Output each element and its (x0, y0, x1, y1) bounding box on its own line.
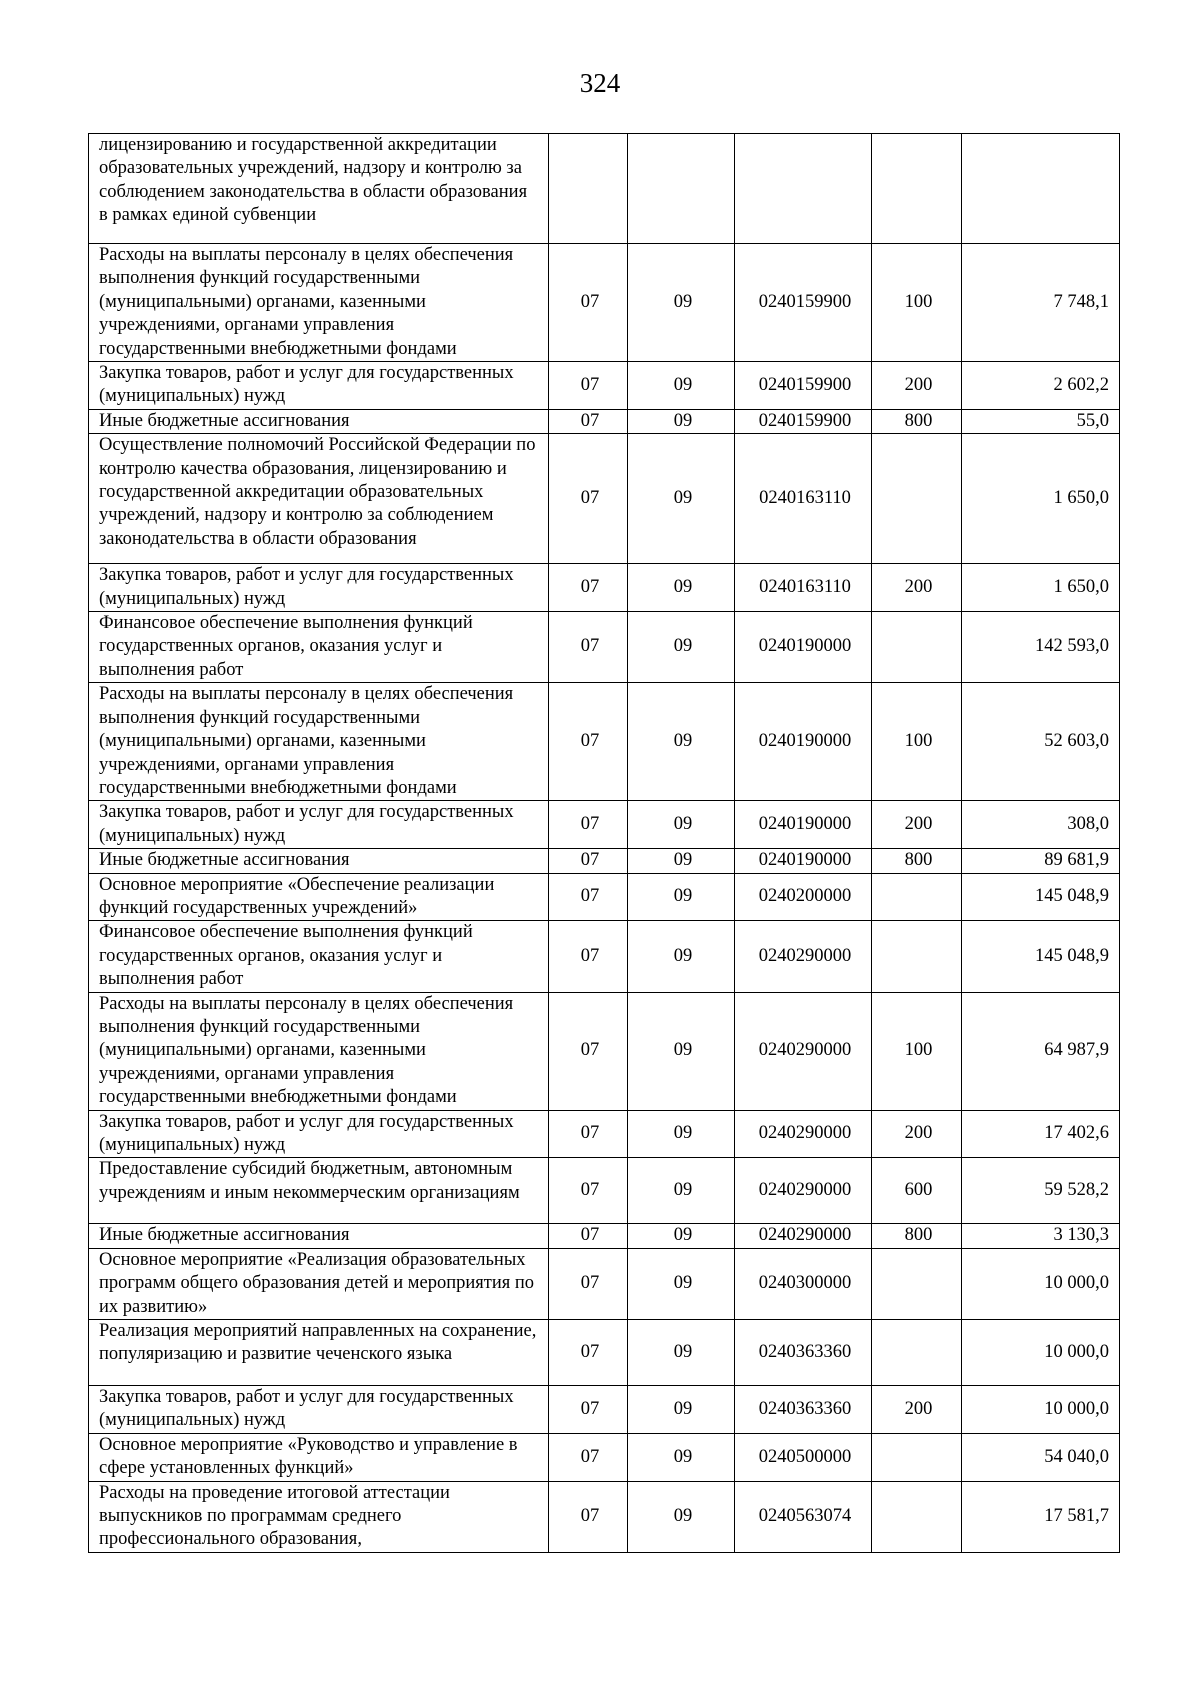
row-section: 07 (549, 564, 628, 612)
row-name: Осуществление полномочий Российской Федерации по контролю качества образования, лицензированию и государственной аккредитации образовательных учреждений, надзору и контролю за соблюдением законодательства в области образования (89, 434, 549, 564)
row-section: 07 (549, 434, 628, 564)
table-row (89, 849, 1120, 873)
row-amount: 64 987,9 (962, 992, 1120, 1110)
row-section: 07 (549, 992, 628, 1110)
row-section: 07 (549, 1110, 628, 1158)
row-section: 07 (549, 409, 628, 433)
row-name: Финансовое обеспечение выполнения функций государственных органов, оказания услуг и выполнения работ (89, 921, 549, 992)
row-expense-type (872, 1248, 962, 1319)
row-amount: 145 048,9 (962, 921, 1120, 992)
table-row (89, 1433, 1120, 1481)
table-row (89, 992, 1120, 1110)
row-expense-type: 100 (872, 683, 962, 801)
row-subsection: 09 (628, 1320, 735, 1386)
table-row (89, 683, 1120, 801)
row-name: Реализация мероприятий направленных на сохранение, популяризацию и развитие чеченского языка (89, 1320, 549, 1386)
row-name: Расходы на выплаты персоналу в целях обеспечения выполнения функций государственными (муниципальными) органами, казенными учреждениями, органами управления государственными внебюджетными фондами (89, 244, 549, 362)
table-row (89, 564, 1120, 612)
row-subsection: 09 (628, 1110, 735, 1158)
row-expense-type: 600 (872, 1158, 962, 1224)
row-subsection: 09 (628, 1224, 735, 1248)
row-section: 07 (549, 849, 628, 873)
row-target-article: 0240200000 (735, 873, 872, 921)
row-expense-type (872, 1433, 962, 1481)
row-amount: 10 000,0 (962, 1320, 1120, 1386)
row-section: 07 (549, 1320, 628, 1386)
row-subsection: 09 (628, 409, 735, 433)
row-subsection: 09 (628, 873, 735, 921)
table-row (89, 1320, 1120, 1386)
row-section (549, 134, 628, 244)
row-target-article: 0240190000 (735, 612, 872, 683)
budget-table (88, 133, 1120, 1553)
table-row (89, 1110, 1120, 1158)
row-subsection: 09 (628, 434, 735, 564)
table-row (89, 1158, 1120, 1224)
row-subsection: 09 (628, 1248, 735, 1319)
row-target-article: 0240290000 (735, 992, 872, 1110)
row-section: 07 (549, 1433, 628, 1481)
row-name: Закупка товаров, работ и услуг для государственных (муниципальных) нужд (89, 801, 549, 849)
row-expense-type: 800 (872, 1224, 962, 1248)
row-amount: 142 593,0 (962, 612, 1120, 683)
row-expense-type: 200 (872, 362, 962, 410)
row-target-article: 0240290000 (735, 1158, 872, 1224)
row-name: Расходы на выплаты персоналу в целях обеспечения выполнения функций государственными (муниципальными) органами, казенными учреждениями, органами управления государственными внебюджетными фондами (89, 683, 549, 801)
row-target-article: 0240190000 (735, 849, 872, 873)
row-section: 07 (549, 1248, 628, 1319)
row-section: 07 (549, 244, 628, 362)
row-target-article: 0240159900 (735, 244, 872, 362)
row-target-article: 0240363360 (735, 1320, 872, 1386)
row-amount: 17 402,6 (962, 1110, 1120, 1158)
row-subsection: 09 (628, 992, 735, 1110)
row-section: 07 (549, 612, 628, 683)
row-subsection: 09 (628, 1158, 735, 1224)
row-name: Закупка товаров, работ и услуг для государственных (муниципальных) нужд (89, 564, 549, 612)
row-name: Основное мероприятие «Руководство и управление в сфере установленных функций» (89, 1433, 549, 1481)
row-name: Основное мероприятие «Реализация образовательных программ общего образования детей и мероприятия по их развитию» (89, 1248, 549, 1319)
row-expense-type (872, 612, 962, 683)
row-amount: 1 650,0 (962, 434, 1120, 564)
table-row (89, 134, 1120, 244)
row-name: Закупка товаров, работ и услуг для государственных (муниципальных) нужд (89, 362, 549, 410)
row-amount: 3 130,3 (962, 1224, 1120, 1248)
row-amount: 89 681,9 (962, 849, 1120, 873)
row-section: 07 (549, 362, 628, 410)
row-name: Финансовое обеспечение выполнения функций государственных органов, оказания услуг и выполнения работ (89, 612, 549, 683)
row-name: лицензированию и государственной аккредитации образовательных учреждений, надзору и контролю за соблюдением законодательства в области образования в рамках единой субвенции (89, 134, 549, 244)
row-expense-type: 100 (872, 992, 962, 1110)
table-row (89, 409, 1120, 433)
row-target-article: 0240563074 (735, 1481, 872, 1552)
row-name: Иные бюджетные ассигнования (89, 409, 549, 433)
budget-table-body (89, 134, 1120, 1553)
row-target-article: 0240159900 (735, 409, 872, 433)
row-target-article: 0240190000 (735, 801, 872, 849)
row-name: Предоставление субсидий бюджетным, автономным учреждениям и иным некоммерческим организациям (89, 1158, 549, 1224)
row-subsection (628, 134, 735, 244)
row-target-article: 0240290000 (735, 921, 872, 992)
row-subsection: 09 (628, 1433, 735, 1481)
row-expense-type (872, 1320, 962, 1386)
table-row (89, 612, 1120, 683)
table-row (89, 1481, 1120, 1552)
row-amount: 10 000,0 (962, 1248, 1120, 1319)
row-target-article: 0240290000 (735, 1224, 872, 1248)
row-amount: 308,0 (962, 801, 1120, 849)
table-row (89, 1248, 1120, 1319)
row-section: 07 (549, 801, 628, 849)
row-amount: 2 602,2 (962, 362, 1120, 410)
row-amount: 55,0 (962, 409, 1120, 433)
row-expense-type: 800 (872, 849, 962, 873)
row-name: Основное мероприятие «Обеспечение реализации функций государственных учреждений» (89, 873, 549, 921)
row-expense-type (872, 873, 962, 921)
row-expense-type (872, 1481, 962, 1552)
row-subsection: 09 (628, 849, 735, 873)
row-amount: 59 528,2 (962, 1158, 1120, 1224)
table-row (89, 244, 1120, 362)
row-subsection: 09 (628, 801, 735, 849)
row-name: Иные бюджетные ассигнования (89, 849, 549, 873)
row-expense-type: 100 (872, 244, 962, 362)
row-amount: 145 048,9 (962, 873, 1120, 921)
row-subsection: 09 (628, 362, 735, 410)
page-number: 324 (579, 68, 621, 98)
row-section: 07 (549, 873, 628, 921)
row-expense-type (872, 921, 962, 992)
row-target-article: 0240500000 (735, 1433, 872, 1481)
row-expense-type: 200 (872, 564, 962, 612)
row-section: 07 (549, 683, 628, 801)
table-row (89, 921, 1120, 992)
row-target-article: 0240190000 (735, 683, 872, 801)
row-name: Иные бюджетные ассигнования (89, 1224, 549, 1248)
row-name: Расходы на выплаты персоналу в целях обеспечения выполнения функций государственными (муниципальными) органами, казенными учреждениями, органами управления государственными внебюджетными фондами (89, 992, 549, 1110)
table-row (89, 1224, 1120, 1248)
row-amount: 17 581,7 (962, 1481, 1120, 1552)
row-section: 07 (549, 921, 628, 992)
table-row (89, 873, 1120, 921)
row-amount: 52 603,0 (962, 683, 1120, 801)
row-expense-type: 200 (872, 1110, 962, 1158)
row-amount: 1 650,0 (962, 564, 1120, 612)
row-subsection: 09 (628, 564, 735, 612)
row-target-article (735, 134, 872, 244)
row-expense-type (872, 434, 962, 564)
row-amount (962, 134, 1120, 244)
row-target-article: 0240163110 (735, 434, 872, 564)
row-target-article: 0240159900 (735, 362, 872, 410)
row-target-article: 0240363360 (735, 1386, 872, 1434)
row-amount: 54 040,0 (962, 1433, 1120, 1481)
row-name: Закупка товаров, работ и услуг для государственных (муниципальных) нужд (89, 1110, 549, 1158)
row-subsection: 09 (628, 612, 735, 683)
row-section: 07 (549, 1386, 628, 1434)
row-section: 07 (549, 1224, 628, 1248)
row-subsection: 09 (628, 683, 735, 801)
row-amount: 10 000,0 (962, 1386, 1120, 1434)
row-subsection: 09 (628, 1386, 735, 1434)
table-row (89, 434, 1120, 564)
row-section: 07 (549, 1158, 628, 1224)
table-row (89, 362, 1120, 410)
row-subsection: 09 (628, 244, 735, 362)
row-expense-type: 200 (872, 801, 962, 849)
row-subsection: 09 (628, 921, 735, 992)
row-subsection: 09 (628, 1481, 735, 1552)
row-target-article: 0240290000 (735, 1110, 872, 1158)
row-amount: 7 748,1 (962, 244, 1120, 362)
row-target-article: 0240300000 (735, 1248, 872, 1319)
row-name: Расходы на проведение итоговой аттестации выпускников по программам среднего профессионального образования, (89, 1481, 549, 1552)
row-expense-type: 200 (872, 1386, 962, 1434)
table-row (89, 1386, 1120, 1434)
table-row (89, 801, 1120, 849)
row-name: Закупка товаров, работ и услуг для государственных (муниципальных) нужд (89, 1386, 549, 1434)
row-target-article: 0240163110 (735, 564, 872, 612)
row-section: 07 (549, 1481, 628, 1552)
row-expense-type (872, 134, 962, 244)
row-expense-type: 800 (872, 409, 962, 433)
